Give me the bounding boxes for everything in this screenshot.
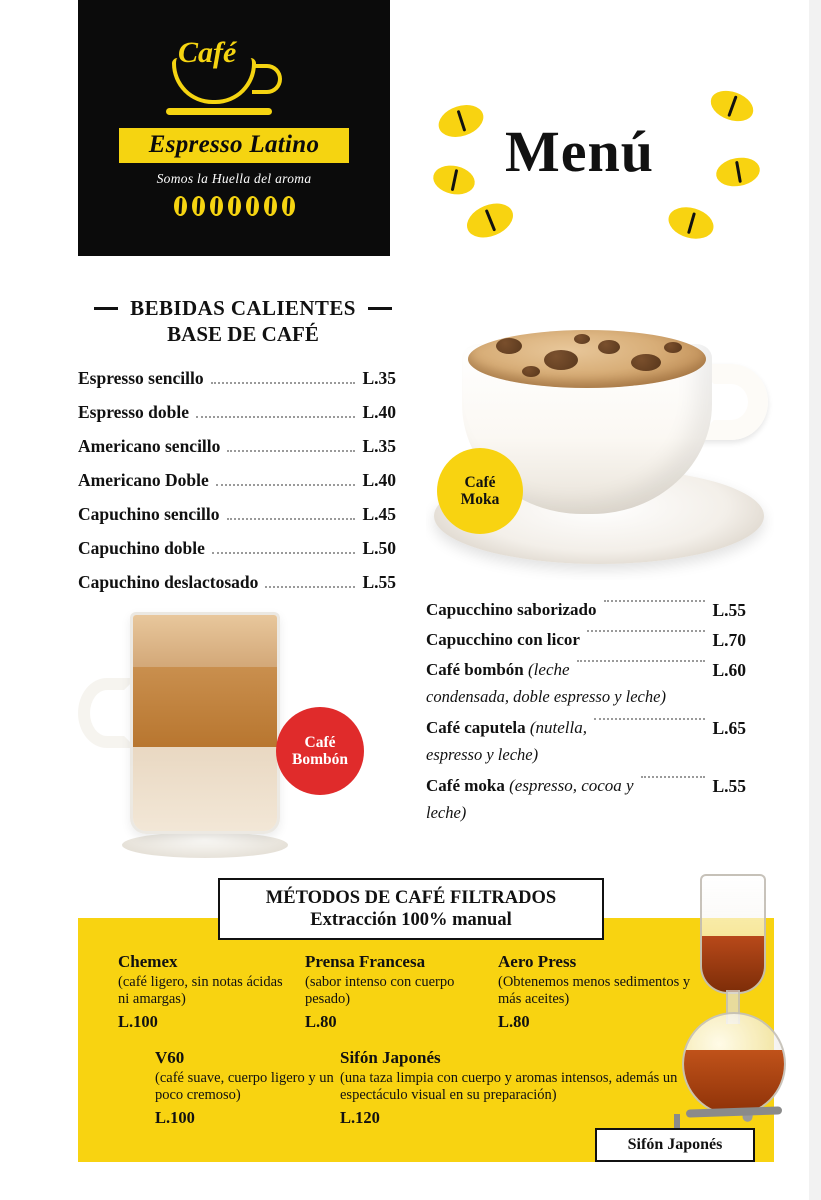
menu-item-desc: leche) [426, 802, 467, 822]
page-right-margin [809, 0, 821, 1200]
method-name: Chemex [118, 952, 178, 971]
divider-dash [94, 307, 118, 310]
method-prensa-francesa [305, 952, 485, 1032]
coffee-bean-icon [246, 196, 259, 216]
logo-brand-name: Espresso Latino [119, 128, 349, 163]
coffee-cup-icon [164, 30, 304, 122]
filtered-methods-heading [218, 878, 604, 940]
menu-item-row [78, 504, 396, 525]
menu-item-price: L.40 [362, 402, 396, 422]
badge-bombon-line2: Bombón [292, 751, 348, 768]
menu-item-row [426, 600, 746, 621]
leader-dots [212, 552, 356, 554]
sifon-upper-chamber [700, 874, 766, 994]
method-desc: (café ligero, sin notas ácidas ni amargas) [118, 974, 283, 1008]
filtered-heading-line1: MÉTODOS DE CAFÉ FILTRADOS [265, 887, 557, 908]
menu-item-price: L.45 [362, 504, 396, 524]
leader-dots [227, 518, 356, 520]
leader-dots [641, 776, 706, 778]
menu-item-name: Capucchino saborizado [426, 600, 597, 619]
method-price: L.80 [305, 1012, 337, 1032]
menu-item-price: L.35 [362, 368, 396, 388]
hot-drinks-list-right [426, 600, 746, 834]
leader-dots [265, 586, 355, 588]
coffee-bean-icon [707, 85, 758, 126]
coffee-bean-icon [431, 162, 478, 198]
cocoa-dust [598, 340, 620, 354]
leader-dots [604, 600, 706, 602]
menu-item-desc-inline: (leche [528, 660, 570, 679]
badge-moka-line2: Moka [460, 491, 500, 508]
menu-item-price: L.40 [362, 470, 396, 490]
leader-dots [196, 416, 355, 418]
milk-layer [133, 747, 277, 834]
glass-handle-shape [78, 678, 136, 748]
method-aero-press [498, 952, 693, 1032]
menu-item-name: Americano sencillo [78, 436, 221, 456]
leader-dots [227, 450, 355, 452]
menu-item-price: L.35 [362, 436, 396, 456]
cocoa-dust [522, 366, 540, 377]
coffee-bean-icon [434, 100, 487, 143]
menu-item-price: L.50 [362, 538, 396, 558]
badge-bombon-line1: Café [304, 733, 336, 751]
menu-item-name: Café bombón (leche [426, 660, 570, 679]
menu-item-name: Café moka (espresso, cocoa y [426, 775, 634, 795]
filtered-heading-line2: Extracción 100% manual [310, 909, 512, 930]
coffee-bean-icon [228, 196, 241, 216]
sifon-lower-bulb [682, 1012, 786, 1116]
leader-dots [587, 630, 705, 632]
page-title: Menú [505, 119, 654, 184]
cocoa-dust [574, 334, 590, 344]
menu-item-row [78, 368, 396, 389]
cocoa-dust [664, 342, 682, 353]
menu-item-price: L.65 [712, 717, 746, 738]
method-desc: (una taza limpia con cuerpo y aromas intensos, además un espectáculo visual en su preparación) [340, 1070, 678, 1104]
coffee-bean-icon [714, 154, 762, 189]
menu-item-name: Capucchino con licor [426, 630, 580, 649]
badge-moka-line1: Café [464, 473, 496, 491]
cocoa-dust [496, 338, 522, 354]
badge-cafe-bombon [276, 707, 364, 795]
method-name: Aero Press [498, 952, 577, 971]
badge-cafe-moka [437, 448, 523, 534]
foam-layer [133, 615, 277, 667]
menu-item-price: L.55 [712, 775, 746, 796]
menu-item-price: L.55 [712, 600, 746, 620]
hot-drinks-heading-line1: BEBIDAS CALIENTES [130, 296, 356, 320]
menu-item-row [78, 572, 396, 593]
coffee-bean-icon [192, 196, 205, 216]
menu-item-price: L.70 [712, 630, 746, 650]
menu-item-row [426, 776, 746, 797]
coffee-bean-icon [462, 197, 518, 244]
menu-item-row [78, 470, 396, 491]
method-desc: (Obtenemos menos sedimentos y más aceites) [498, 974, 691, 1008]
coffee-bean-icon [174, 196, 187, 216]
coffee-beans-row [174, 196, 295, 216]
method-price: L.100 [118, 1012, 158, 1032]
divider-dash [368, 307, 392, 310]
cup-body-shape [172, 58, 256, 104]
method-chemex [118, 952, 293, 1032]
menu-item-name: Capuchino doble [78, 538, 205, 558]
method-sifon-japones [340, 1048, 680, 1128]
cup-saucer-shape [166, 108, 272, 115]
menu-item-desc: espresso y leche) [426, 744, 539, 764]
method-price: L.100 [155, 1108, 195, 1128]
sifon-brewed-coffee [684, 1050, 784, 1114]
menu-item-row [426, 718, 746, 739]
method-price: L.120 [340, 1108, 380, 1128]
leader-dots [594, 718, 705, 720]
cafe-moka-photo [426, 290, 774, 580]
cocoa-dust [544, 350, 578, 370]
method-name: Sifón Japonés [340, 1048, 441, 1067]
menu-item-name: Espresso doble [78, 402, 190, 422]
menu-item-row [426, 630, 746, 651]
sifon-upper-liquid [702, 936, 764, 992]
leader-dots [577, 660, 706, 662]
method-name: Prensa Francesa [305, 952, 426, 971]
method-v60 [155, 1048, 335, 1128]
cocoa-dust [631, 354, 661, 371]
menu-item-name: Café caputela (nutella, [426, 717, 588, 737]
brand-logo [78, 0, 390, 256]
menu-item-row [78, 538, 396, 559]
menu-item-name: Capuchino deslactosado [78, 572, 259, 592]
menu-item-price: L.55 [362, 572, 396, 592]
method-name: V60 [155, 1048, 185, 1067]
hot-drinks-heading [78, 296, 408, 347]
glass-shape [130, 612, 280, 834]
menu-item-row [78, 402, 396, 423]
method-desc: (sabor intenso con cuerpo pesado) [305, 974, 455, 1008]
menu-item-row [426, 660, 746, 681]
method-desc: (café suave, cuerpo ligero y un poco cremoso) [155, 1070, 334, 1104]
menu-item-price: L.60 [712, 660, 746, 680]
logo-tagline: Somos la Huella del aroma [156, 171, 312, 186]
hot-drinks-list-left [78, 368, 396, 606]
coffee-bean-icon [264, 196, 277, 216]
sifon-caption: Sifón Japonés [595, 1128, 755, 1162]
menu-item-name: Espresso sencillo [78, 368, 204, 388]
method-price: L.80 [498, 1012, 530, 1032]
leader-dots [216, 484, 356, 486]
coffee-bean-icon [210, 196, 223, 216]
menu-item-row [78, 436, 396, 457]
menu-item-desc-inline: (nutella, [529, 717, 588, 737]
logo-cafe-word: Café [178, 36, 237, 69]
coffee-layer [133, 667, 277, 747]
leader-dots [211, 382, 356, 384]
menu-item-name: Capuchino sencillo [78, 504, 220, 524]
glass-base-shape [122, 832, 288, 858]
menu-item-desc: condensada, doble espresso y leche) [426, 687, 666, 706]
cup-handle-shape [252, 64, 282, 94]
coffee-bean-icon [282, 196, 295, 216]
menu-item-desc-inline: (espresso, cocoa y [509, 775, 634, 795]
coffee-bean-icon [665, 202, 717, 244]
menu-item-name: Americano Doble [78, 470, 209, 490]
hot-drinks-heading-line2: BASE DE CAFÉ [167, 322, 319, 346]
